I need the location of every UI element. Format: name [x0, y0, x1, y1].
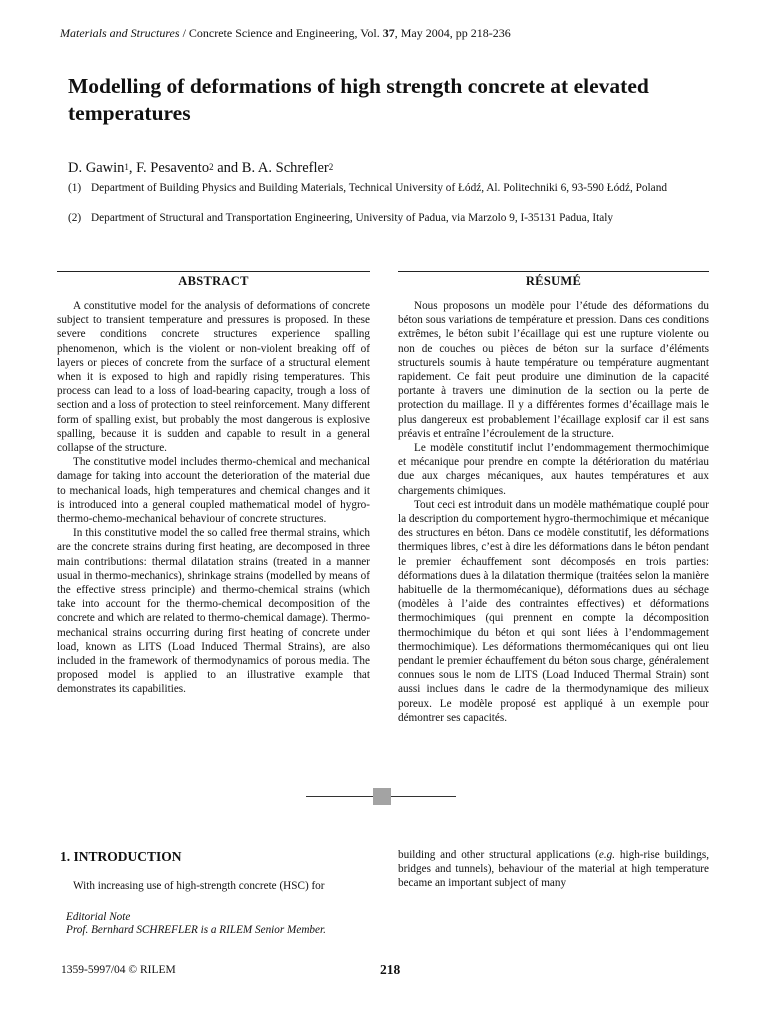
affiliation-number: (2) [68, 212, 82, 224]
introduction-text: building and other structural applications ( [398, 849, 599, 861]
author-name: B. A. Schrefler [241, 160, 329, 176]
author-separator: and [213, 160, 242, 176]
introduction-text: high-rise buildings, bridges and tunnels), behaviour of the material at high temperature became an important subject of many [398, 849, 710, 890]
ornament-rule-right [391, 796, 456, 797]
issn-copyright: 1359-5997/04 © RILEM [61, 964, 176, 976]
paper-title: Modelling of deformations of high strength concrete at elevated temperatures [68, 74, 649, 125]
abstract-rule [57, 271, 370, 272]
volume-number: 37 [382, 26, 395, 40]
author-separator: , [128, 160, 137, 176]
affiliation-number: (1) [68, 182, 82, 194]
affiliation-mark: 2 [328, 162, 334, 172]
introduction-body-left [57, 879, 370, 893]
affiliation-mark: 2 [209, 162, 214, 172]
affiliation-text: Department of Structural and Transportation Engineering, University of Padua, via Marzolo 9, I-35131 Padua, Italy [91, 212, 614, 224]
abstract-paragraph: In this constitutive model the so called free thermal strains, which are the concrete strains during first heating, are decomposed in three main contributions: thermal dilatation strains (treated in a manner usual in thermo-mechanics), shrinkage strains (modelled by means of the effective stress principle) and thermo-chemical strains (which take into account for the thermo-chemical decomposition of the concrete and which are related to thermo-chemical damage). Thermo-mechanical strains occurring during first heating of concrete under load, known as LITS (Load Induced Thermal Strains), are also included in the framework of thermodynamics of porous media. The proposed model is applied to an illustrative example that demonstrates its capabilities. [57, 527, 370, 696]
journal-details: / Concrete Science and Engineering, Vol. [179, 26, 383, 40]
ornament-square [373, 788, 391, 805]
introduction-text-italic: e.g. [598, 849, 616, 861]
author-name: F. Pesavento [136, 160, 210, 176]
affiliation [68, 181, 718, 211]
resume-heading: RÉSUMÉ [525, 274, 582, 288]
page-number: 218 [380, 962, 401, 977]
resume-paragraph: Nous proposons un modèle pour l’étude des déformations du béton sous variations de température et pression. Dans ces conditions extrêmes, le béton subit l’écaillage qui est une rupture violente ou non de couches ou pièces de béton sur la surface d’éléments structurels soumis à haute température ou température augmentant rapidement. Ce fait peut produire une diminution de la capacité portante à travers une diminution de la section ou la perte de protection du maillage. Il y a différentes formes d’écaillage mais le plus dangereux est probablement l’écaillage explosif car il est sans préavis et entraîne l’écroulement de la structure. [398, 300, 709, 440]
abstract-paragraph: A constitutive model for the analysis of deformations of concrete subject to transient temperature and pressures is proposed. In these severe conditions concrete structures experience spalling phenomenon, which is the violent or non-violent breaking off of layers or pieces of concrete from the surface of a structural element when it is exposed to high and rapidly rising temperatures. This process can lead to a loss of load-bearing capacity, trough a loss of section and a loss of protection to steel reinforcement. Many different form of spalling exist, but probably the most dangerous is explosive spalling, because it is sudden and capable to result in a general collapse of the structure. [57, 300, 370, 455]
ornament-rule-left [306, 796, 374, 797]
introduction-heading: 1. INTRODUCTION [60, 849, 182, 864]
resume-paragraph: Tout ceci est introduit dans un modèle mathématique couplé pour la description du comportement hygro-thermochimique et mécanique des structures en béton. Dans ce modèle constitutif, les déformations thermiques libres, c’est à dire les déformations dans le béton pendant le premier échauffement sont décomposés en trois parties: déformations dues à la dilatation thermique (traitées selon la manière habituelle de la thermomécanique), déformations dues au séchage (modèles à l’aide des contraintes effectives) et déformations thermochimiques (qui prennent en compte la décomposition thermochimique du béton et qui sont liées à l’endommagement thermochimique). Les déformations thermomécaniques qui ont lieu pendant le premier échauffement du béton sous charge, généralement connues sous le nom de LITS (Load Induced Thermal Strain) sont aussi inclues dans le cadre de la thermodynamique des milieux poreux. Le modèle proposé est appliqué à un exemple pour démontrer ses capacités. [398, 498, 709, 724]
editorial-note [66, 911, 326, 936]
resume-body [398, 299, 709, 725]
author-line [68, 160, 333, 177]
journal-name: Materials and Structures [60, 26, 180, 40]
abstract-paragraph: The constitutive model includes thermo-chemical and mechanical damage for taking into account the deterioration of the material due to mechanical loads, high temperatures and chemical changes and it is introduced into a general coupled mathematical model of hygro-thermo-chemo-mechanical behaviour of concrete structures. [57, 456, 370, 526]
abstract-heading: ABSTRACT [178, 274, 249, 288]
affiliation [68, 211, 718, 226]
introduction-body-right [398, 848, 709, 891]
editorial-note-title: Editorial Note [66, 911, 131, 923]
introduction-paragraph: With increasing use of high-strength concrete (HSC) for [73, 880, 325, 892]
resume-paragraph: Le modèle constitutif inclut l’endommagement thermochimique et mécanique pour prendre en compte la détérioration du matériau due aux charges mécaniques, aux hautes températures et aux chargements chimiques. [398, 442, 709, 497]
affiliation-text: Department of Building Physics and Building Materials, Technical University of Łódź, Al. Politechniki 6, 93-590 Łódź, Poland [91, 182, 667, 194]
running-head [60, 26, 511, 41]
editorial-note-text: Prof. Bernhard SCHREFLER is a RILEM Senior Member. [66, 923, 326, 936]
resume-rule [398, 271, 709, 272]
issue-date-pages: , May 2004, pp 218-236 [394, 26, 511, 40]
introduction-paragraph [398, 848, 709, 891]
author-name: D. Gawin [68, 160, 125, 176]
affiliation-mark: 1 [124, 162, 129, 172]
abstract-body [57, 299, 370, 697]
